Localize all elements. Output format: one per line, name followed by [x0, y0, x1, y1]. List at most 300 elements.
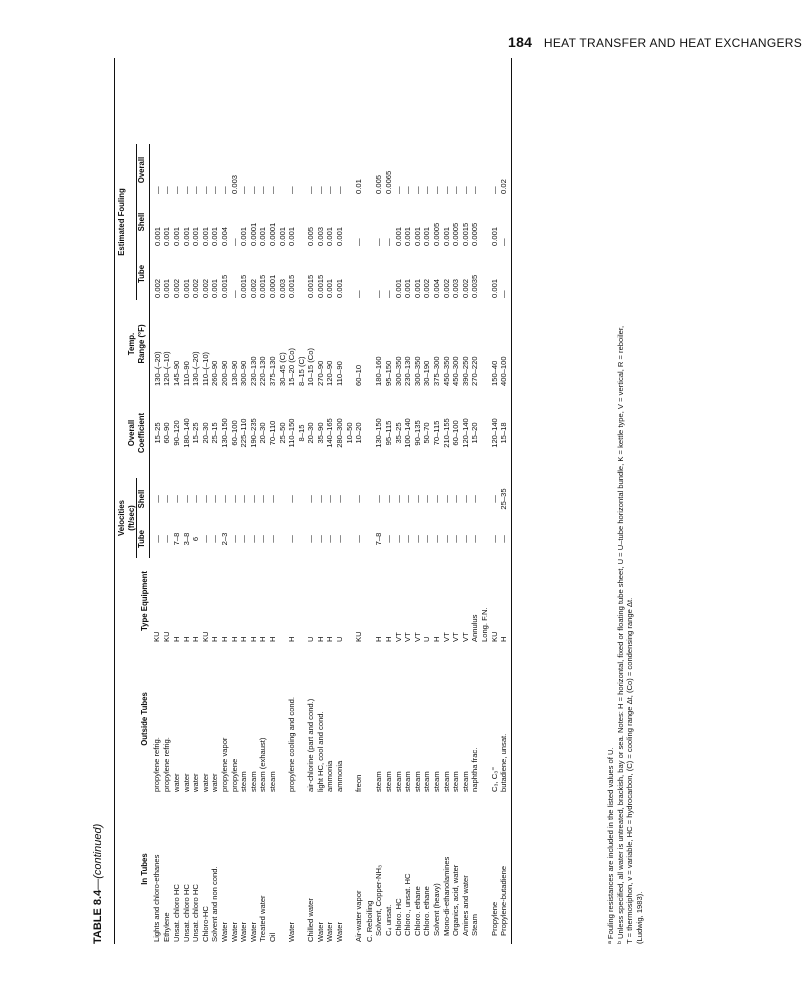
cell-overall-coefficient: 60–100	[229, 420, 239, 446]
cell-temp-range: 390–250	[460, 356, 470, 386]
cell-type-equipment	[297, 558, 307, 644]
table-row	[162, 58, 172, 944]
cell-velocity-tube: —	[210, 535, 220, 543]
cell-velocity-shell	[480, 478, 490, 520]
cell-temp-range: 130–90	[229, 360, 239, 386]
cell-velocity-tube: —	[451, 535, 461, 543]
cell-velocity-shell: —	[403, 495, 413, 503]
table-caption-label: TABLE 8.4	[92, 889, 104, 944]
cell-fouling-overall: —	[460, 186, 470, 194]
cell-temp-range	[364, 300, 375, 388]
cell-type-equipment	[345, 558, 355, 644]
table-row	[345, 58, 355, 944]
cell-outside-tubes: steam	[451, 771, 461, 792]
cell-velocity-shell: —	[325, 495, 335, 503]
table-row	[432, 58, 442, 944]
cell-temp-range: 270–90	[315, 360, 325, 386]
cell-temp-range: 130–(–20)	[191, 351, 201, 386]
table-row	[470, 58, 480, 944]
cell-velocity-tube: 6	[191, 536, 201, 542]
table-caption	[92, 824, 104, 944]
cell-velocity-shell: —	[306, 495, 316, 503]
cell-outside-tubes: naphtha frac.	[470, 747, 480, 792]
note-a: ᵃ Fouling resistances are included in the listed values of U.	[606, 747, 615, 944]
cell-temp-range: 95–150	[384, 360, 394, 386]
cell-fouling-tube: 0.002	[171, 278, 181, 298]
cell-fouling-overall: —	[422, 186, 432, 194]
cell-fouling-tube: 0.0035	[470, 274, 480, 298]
table-row	[316, 58, 326, 944]
cell-fouling-shell: 0.0001	[267, 222, 277, 246]
cell-fouling-tube: 0.0015	[219, 274, 229, 298]
cell-velocity-tube: —	[287, 535, 297, 543]
cell-velocity-tube: —	[384, 535, 394, 543]
cell-overall-coefficient: 15–25	[152, 422, 162, 444]
cell-fouling-overall: —	[432, 186, 441, 194]
cell-temp-range: 180–160	[374, 356, 384, 386]
cell-type-equipment: H	[499, 558, 511, 644]
cell-velocity-tube: —	[315, 535, 325, 543]
cell-outside-tubes: water	[181, 773, 191, 792]
cell-type-equipment: Annulus	[470, 614, 480, 642]
cell-type-equipment: H	[171, 636, 181, 642]
cell-temp-range: 130–(–20)	[152, 351, 162, 386]
cell-outside-tubes: water	[210, 773, 220, 792]
cell-velocity-shell: —	[162, 495, 172, 503]
cell-temp-range: 8–15 (C)	[296, 356, 306, 386]
cell-type-equipment: H	[191, 636, 201, 642]
cell-velocity-shell	[278, 478, 288, 520]
cell-type-equipment: H	[239, 636, 249, 642]
cell-fouling-tube: 0.001	[393, 278, 403, 298]
cell-outside-tubes: steam (exhaust)	[258, 737, 268, 792]
header-outside-tubes: Outside Tubes	[115, 644, 150, 794]
cell-overall-coefficient: 35–25	[393, 422, 403, 444]
cell-fouling-overall	[278, 144, 288, 196]
cell-overall-coefficient: 15–18	[499, 388, 511, 478]
cell-outside-tubes: water	[171, 773, 181, 792]
table-row	[149, 58, 162, 944]
cell-velocity-shell: —	[489, 495, 499, 503]
cell-fouling-overall	[345, 144, 355, 196]
cell-velocity-shell: —	[229, 495, 239, 503]
cell-outside-tubes: propylene vapor	[219, 737, 229, 792]
cell-fouling-tube	[297, 248, 307, 300]
cell-velocity-shell: —	[181, 495, 191, 503]
header-fouling-overall: Overall	[137, 144, 150, 196]
cell-type-equipment: KU	[354, 631, 364, 642]
cell-overall-coefficient: 180–140	[181, 418, 191, 448]
cell-outside-tubes: ammonia	[325, 760, 335, 792]
cell-outside-tubes	[480, 644, 490, 794]
table-row	[384, 58, 394, 944]
cell-velocity-tube: —	[267, 535, 277, 543]
cell-fouling-overall: —	[200, 186, 210, 194]
table-row	[451, 58, 461, 944]
cell-in-tubes: Solvent and non cond.	[210, 866, 220, 942]
cell-in-tubes: Propylene	[489, 901, 499, 936]
cell-fouling-tube: 0.002	[200, 278, 210, 298]
cell-fouling-tube: 0.002	[460, 278, 470, 298]
cell-fouling-tube: 0.002	[152, 278, 162, 298]
cell-fouling-tube: —	[374, 290, 384, 298]
cell-fouling-overall: —	[267, 186, 277, 194]
cell-velocity-tube: —	[200, 535, 210, 543]
cell-overall-coefficient: 120–140	[489, 418, 499, 448]
cell-fouling-overall: —	[287, 186, 297, 194]
cell-velocity-tube	[278, 520, 288, 558]
cell-velocity-tube: —	[229, 535, 239, 543]
cell-fouling-shell	[480, 196, 490, 248]
cell-overall-coefficient: 130–150	[374, 418, 384, 448]
cell-outside-tubes: ammonia	[335, 760, 345, 792]
cell-fouling-overall: —	[451, 186, 461, 194]
cell-temp-range: 300–350	[412, 356, 422, 386]
cell-outside-tubes: propylene	[229, 758, 239, 792]
cell-in-tubes	[480, 794, 490, 944]
cell-outside-tubes: freon	[354, 774, 364, 792]
cell-fouling-shell: 0.001	[210, 226, 220, 246]
cell-outside-tubes: steam	[267, 771, 277, 792]
cell-velocity-shell: —	[412, 495, 422, 503]
cell-overall-coefficient	[364, 388, 375, 478]
cell-type-equipment: KU	[200, 631, 210, 642]
cell-fouling-shell	[297, 196, 307, 248]
cell-fouling-tube: 0.001	[403, 278, 413, 298]
cell-overall-coefficient: 70–115	[432, 420, 441, 446]
cell-in-tubes: C₄ unsat.	[384, 904, 394, 936]
running-head-title: HEAT TRANSFER AND HEAT EXCHANGERS	[543, 36, 802, 50]
cell-fouling-tube	[364, 248, 375, 300]
table-row	[374, 58, 384, 944]
cell-type-equipment: U	[335, 636, 345, 642]
cell-fouling-overall: —	[239, 186, 249, 194]
cell-velocity-shell: —	[200, 495, 210, 503]
cell-velocity-tube: 2–3	[219, 532, 229, 546]
cell-velocity-shell: —	[191, 495, 201, 503]
cell-overall-coefficient: 90–135	[412, 420, 422, 446]
cell-overall-coefficient: 50–70	[422, 422, 432, 444]
cell-velocity-shell: —	[335, 495, 345, 503]
cell-velocity-shell: —	[432, 495, 441, 503]
cell-velocity-shell: —	[393, 495, 403, 503]
cell-overall-coefficient: 70–110	[267, 420, 277, 446]
cell-fouling-shell: 0.001	[152, 226, 162, 246]
header-fouling-shell: Shell	[137, 196, 150, 248]
cell-velocity-tube: —	[441, 535, 451, 543]
cell-velocity-shell: —	[422, 495, 432, 503]
cell-type-equipment: VT	[412, 632, 422, 642]
header-temp-range-line2: Range (°F)	[137, 300, 150, 388]
cell-type-equipment: U	[306, 636, 316, 642]
table-row	[403, 58, 413, 944]
cell-fouling-shell: 0.001	[325, 226, 335, 246]
table-row	[354, 58, 364, 944]
cell-in-tubes: Oil	[267, 932, 277, 942]
cell-temp-range: 145–90	[171, 360, 181, 386]
cell-fouling-overall: —	[248, 186, 258, 194]
cell-in-tubes	[345, 794, 355, 944]
cell-overall-coefficient: 20–30	[258, 422, 268, 444]
cell-outside-tubes: propylene refrig.	[152, 737, 162, 792]
cell-velocity-shell: —	[239, 495, 249, 503]
cell-in-tubes: Unsat. chloro HC	[171, 884, 181, 942]
table-row	[287, 58, 297, 944]
cell-type-equipment: KU	[489, 631, 499, 642]
cell-type-equipment: H	[267, 636, 277, 642]
cell-outside-tubes: C₃, C₃⁼	[489, 766, 499, 792]
table-row	[191, 58, 201, 944]
cell-velocity-shell: —	[219, 495, 229, 503]
cell-in-tubes: Chloro-HC	[200, 906, 210, 942]
cell-type-equipment	[278, 558, 288, 644]
cell-overall-coefficient: 35–90	[315, 422, 325, 444]
cell-in-tubes: Chilled water	[306, 898, 316, 942]
cell-fouling-tube: —	[229, 290, 239, 298]
cell-fouling-tube: 0.0001	[267, 274, 277, 298]
cell-fouling-shell: 0.001	[403, 226, 413, 246]
note-b-continued: T = thermosiphon, v = variable, HC = hydrocarbon, (C) = cooling range Δt, (Co) = condensing range Δt.	[625, 597, 635, 944]
header-velocities-units: (ft/sec)	[127, 478, 137, 558]
cell-in-tubes: Water	[287, 922, 297, 942]
cell-fouling-overall: —	[325, 186, 335, 194]
cell-overall-coefficient: 110–150	[287, 418, 297, 448]
table-row	[364, 58, 375, 944]
cell-fouling-overall: —	[258, 186, 268, 194]
cell-fouling-overall: —	[315, 186, 325, 194]
cell-overall-coefficient: 20–30	[200, 422, 210, 444]
cell-fouling-overall: —	[335, 186, 345, 194]
cell-temp-range: 300–350	[393, 356, 403, 386]
cell-overall-coefficient: 15–20	[470, 422, 480, 444]
note-source: (Ludwig, 1983).	[634, 891, 644, 944]
cell-velocity-tube: —	[248, 535, 258, 543]
cell-velocity-shell: —	[210, 495, 220, 503]
cell-velocity-tube: —	[354, 535, 364, 543]
cell-fouling-overall: —	[441, 186, 451, 194]
cell-velocity-tube: 3–8	[181, 532, 191, 546]
cell-fouling-tube: 0.002	[191, 278, 201, 298]
cell-velocity-shell: —	[384, 495, 394, 503]
table-row	[490, 58, 500, 944]
table-row	[182, 58, 192, 944]
cell-fouling-tube: 0.001	[181, 278, 191, 298]
cell-in-tubes: Chloro. ethane	[412, 886, 422, 936]
table-row	[297, 58, 307, 944]
cell-overall-coefficient: 10–50	[344, 422, 354, 444]
heat-transfer-table	[114, 58, 512, 944]
cell-fouling-tube: 0.001	[335, 278, 345, 298]
table-row	[325, 58, 335, 944]
cell-velocity-tube: —	[239, 535, 249, 543]
cell-outside-tubes: water	[200, 773, 210, 792]
cell-fouling-shell: 0.001	[489, 226, 499, 246]
cell-overall-coefficient: 25–50	[277, 422, 287, 444]
cell-fouling-overall: 0.01	[354, 179, 364, 194]
cell-fouling-overall: —	[470, 186, 480, 194]
cell-outside-tubes: butadiene, unsat.	[499, 644, 511, 794]
cell-fouling-tube: 0.001	[210, 278, 220, 298]
cell-outside-tubes: steam	[412, 771, 422, 792]
cell-outside-tubes: steam	[422, 771, 432, 792]
cell-fouling-overall: 0.003	[229, 174, 239, 194]
cell-velocity-tube: —	[306, 535, 316, 543]
cell-overall-coefficient: 100–140	[403, 418, 413, 448]
cell-fouling-shell: 0.004	[219, 226, 229, 246]
cell-fouling-tube: —	[499, 248, 511, 300]
table-row	[201, 58, 211, 944]
table-row	[258, 58, 268, 944]
cell-overall-coefficient: 130–150	[219, 418, 229, 448]
cell-fouling-overall: —	[162, 186, 172, 194]
cell-fouling-tube: 0.0015	[287, 274, 297, 298]
cell-type-equipment: H	[248, 636, 258, 642]
cell-in-tubes: Treated water	[258, 895, 268, 942]
cell-temp-range: 400–100	[499, 300, 511, 388]
cell-in-tubes: Water	[325, 922, 335, 942]
cell-fouling-overall: —	[306, 186, 316, 194]
cell-overall-coefficient: 190–235	[248, 418, 258, 448]
cell-outside-tubes: steam	[248, 771, 258, 792]
cell-temp-range: 450–350	[441, 356, 451, 386]
cell-temp-range: 375–300	[432, 356, 441, 386]
table-row	[172, 58, 182, 944]
cell-fouling-overall: —	[181, 186, 191, 194]
cell-in-tubes: Lights and chloro-ethanes	[152, 854, 162, 942]
cell-outside-tubes: water	[191, 773, 201, 792]
cell-in-tubes: Unsat. chloro HC	[191, 884, 201, 942]
cell-fouling-shell: 0.001	[412, 226, 422, 246]
cell-type-equipment: H	[374, 636, 384, 642]
cell-temp-range: 270–220	[470, 356, 480, 386]
cell-velocity-shell: —	[470, 495, 480, 503]
table-notes	[606, 60, 644, 944]
table-row	[442, 58, 452, 944]
cell-in-tubes: Solvent (heavy)	[432, 883, 441, 936]
cell-outside-tubes	[345, 644, 355, 794]
cell-temp-range: 450–300	[451, 356, 461, 386]
cell-fouling-tube: —	[384, 290, 394, 298]
cell-in-tubes: Air-water vapor	[354, 890, 364, 942]
cell-velocity-shell	[345, 478, 355, 520]
cell-in-tubes: Amines and water	[460, 875, 470, 936]
table-row	[461, 58, 471, 944]
cell-temp-range: 150–40	[489, 360, 499, 386]
cell-temp-range: 110–(–10)	[200, 351, 210, 386]
cell-fouling-tube: 0.003	[451, 278, 461, 298]
cell-velocity-tube: 7–8	[374, 532, 384, 546]
cell-fouling-shell: 0.001	[200, 226, 210, 246]
cell-temp-range: 30–45 (C)	[277, 352, 287, 386]
header-velocity-shell: Shell	[137, 478, 150, 520]
cell-fouling-overall: —	[403, 186, 413, 194]
cell-fouling-tube: 0.002	[441, 278, 451, 298]
cell-type-equipment: H	[219, 636, 229, 642]
header-fouling-tube: Tube	[137, 248, 150, 300]
table-row	[210, 58, 220, 944]
cell-fouling-tube: —	[354, 290, 364, 298]
cell-velocity-shell: —	[315, 495, 325, 503]
cell-type-equipment: H	[258, 636, 268, 642]
cell-velocity-tube: —	[335, 535, 345, 543]
cell-outside-tubes: steam	[432, 771, 441, 792]
cell-velocity-shell: —	[451, 495, 461, 503]
cell-temp-range: 200–90	[219, 360, 229, 386]
cell-fouling-shell: 0.0005	[470, 222, 480, 246]
cell-fouling-shell: 0.003	[315, 226, 325, 246]
cell-velocity-tube: —	[162, 535, 172, 543]
rotated-table-page	[92, 53, 652, 948]
cell-fouling-overall: —	[412, 186, 422, 194]
cell-temp-range: 260–90	[210, 360, 220, 386]
cell-overall-coefficient: 10–20	[354, 422, 364, 444]
cell-in-tubes: Unsat. chloro HC	[181, 884, 191, 942]
running-head	[508, 34, 802, 50]
cell-fouling-shell	[345, 196, 355, 248]
cell-velocity-shell: —	[258, 495, 268, 503]
cell-overall-coefficient: 225–110	[239, 418, 249, 448]
cell-type-equipment: H	[287, 636, 297, 642]
cell-type-equipment: VT	[403, 632, 413, 642]
cell-outside-tubes: steam	[393, 771, 403, 792]
cell-velocity-shell	[297, 478, 307, 520]
cell-outside-tubes: steam	[460, 771, 470, 792]
cell-overall-coefficient: 280–300	[335, 418, 345, 448]
cell-fouling-shell: 0.001	[393, 226, 403, 246]
cell-type-equipment: H	[210, 636, 220, 642]
cell-fouling-tube: 0.001	[412, 278, 422, 298]
cell-velocity-tube: —	[403, 535, 413, 543]
cell-velocity-shell: —	[248, 495, 258, 503]
cell-fouling-overall	[480, 144, 490, 196]
cell-velocity-shell: —	[267, 495, 277, 503]
table-body	[149, 58, 511, 944]
cell-in-tubes: Propylene-butadiene	[499, 794, 511, 944]
cell-fouling-shell: —	[374, 238, 384, 246]
cell-velocity-tube	[480, 520, 490, 558]
cell-fouling-overall: —	[210, 186, 220, 194]
cell-type-equipment: KU	[152, 631, 162, 642]
cell-temp-range: 230–130	[403, 356, 413, 386]
cell-in-tubes: Solvent, Copper-NH₃	[374, 864, 384, 936]
cell-fouling-tube: 0.004	[432, 278, 441, 298]
table-caption-suffix: —(continued)	[92, 823, 104, 890]
cell-in-tubes	[297, 794, 307, 944]
cell-type-equipment: VT	[441, 632, 451, 642]
cell-velocity-shell: —	[354, 495, 364, 503]
cell-velocity-shell: —	[152, 495, 162, 503]
cell-temp-range	[345, 300, 355, 388]
table-row	[230, 58, 240, 944]
header-velocities: Velocities	[115, 478, 127, 558]
cell-fouling-shell: —	[499, 196, 511, 248]
cell-velocity-tube	[345, 520, 355, 558]
cell-in-tubes: Organics, acid, water	[451, 864, 461, 936]
cell-fouling-shell: 0.0001	[248, 222, 258, 246]
cell-fouling-shell: 0.001	[422, 226, 432, 246]
cell-overall-coefficient: 8–15	[296, 424, 306, 442]
cell-fouling-overall: 0.0065	[384, 170, 394, 194]
header-temp-range-line1: Temp.	[115, 300, 137, 388]
table-row	[394, 58, 404, 944]
cell-velocity-tube	[364, 520, 375, 558]
cell-velocity-tube: —	[422, 535, 432, 543]
table-row	[335, 58, 345, 944]
cell-outside-tubes: steam	[239, 771, 249, 792]
cell-temp-range: 230–130	[248, 356, 258, 386]
cell-fouling-shell: —	[354, 238, 364, 246]
cell-fouling-shell: 0.001	[441, 226, 451, 246]
